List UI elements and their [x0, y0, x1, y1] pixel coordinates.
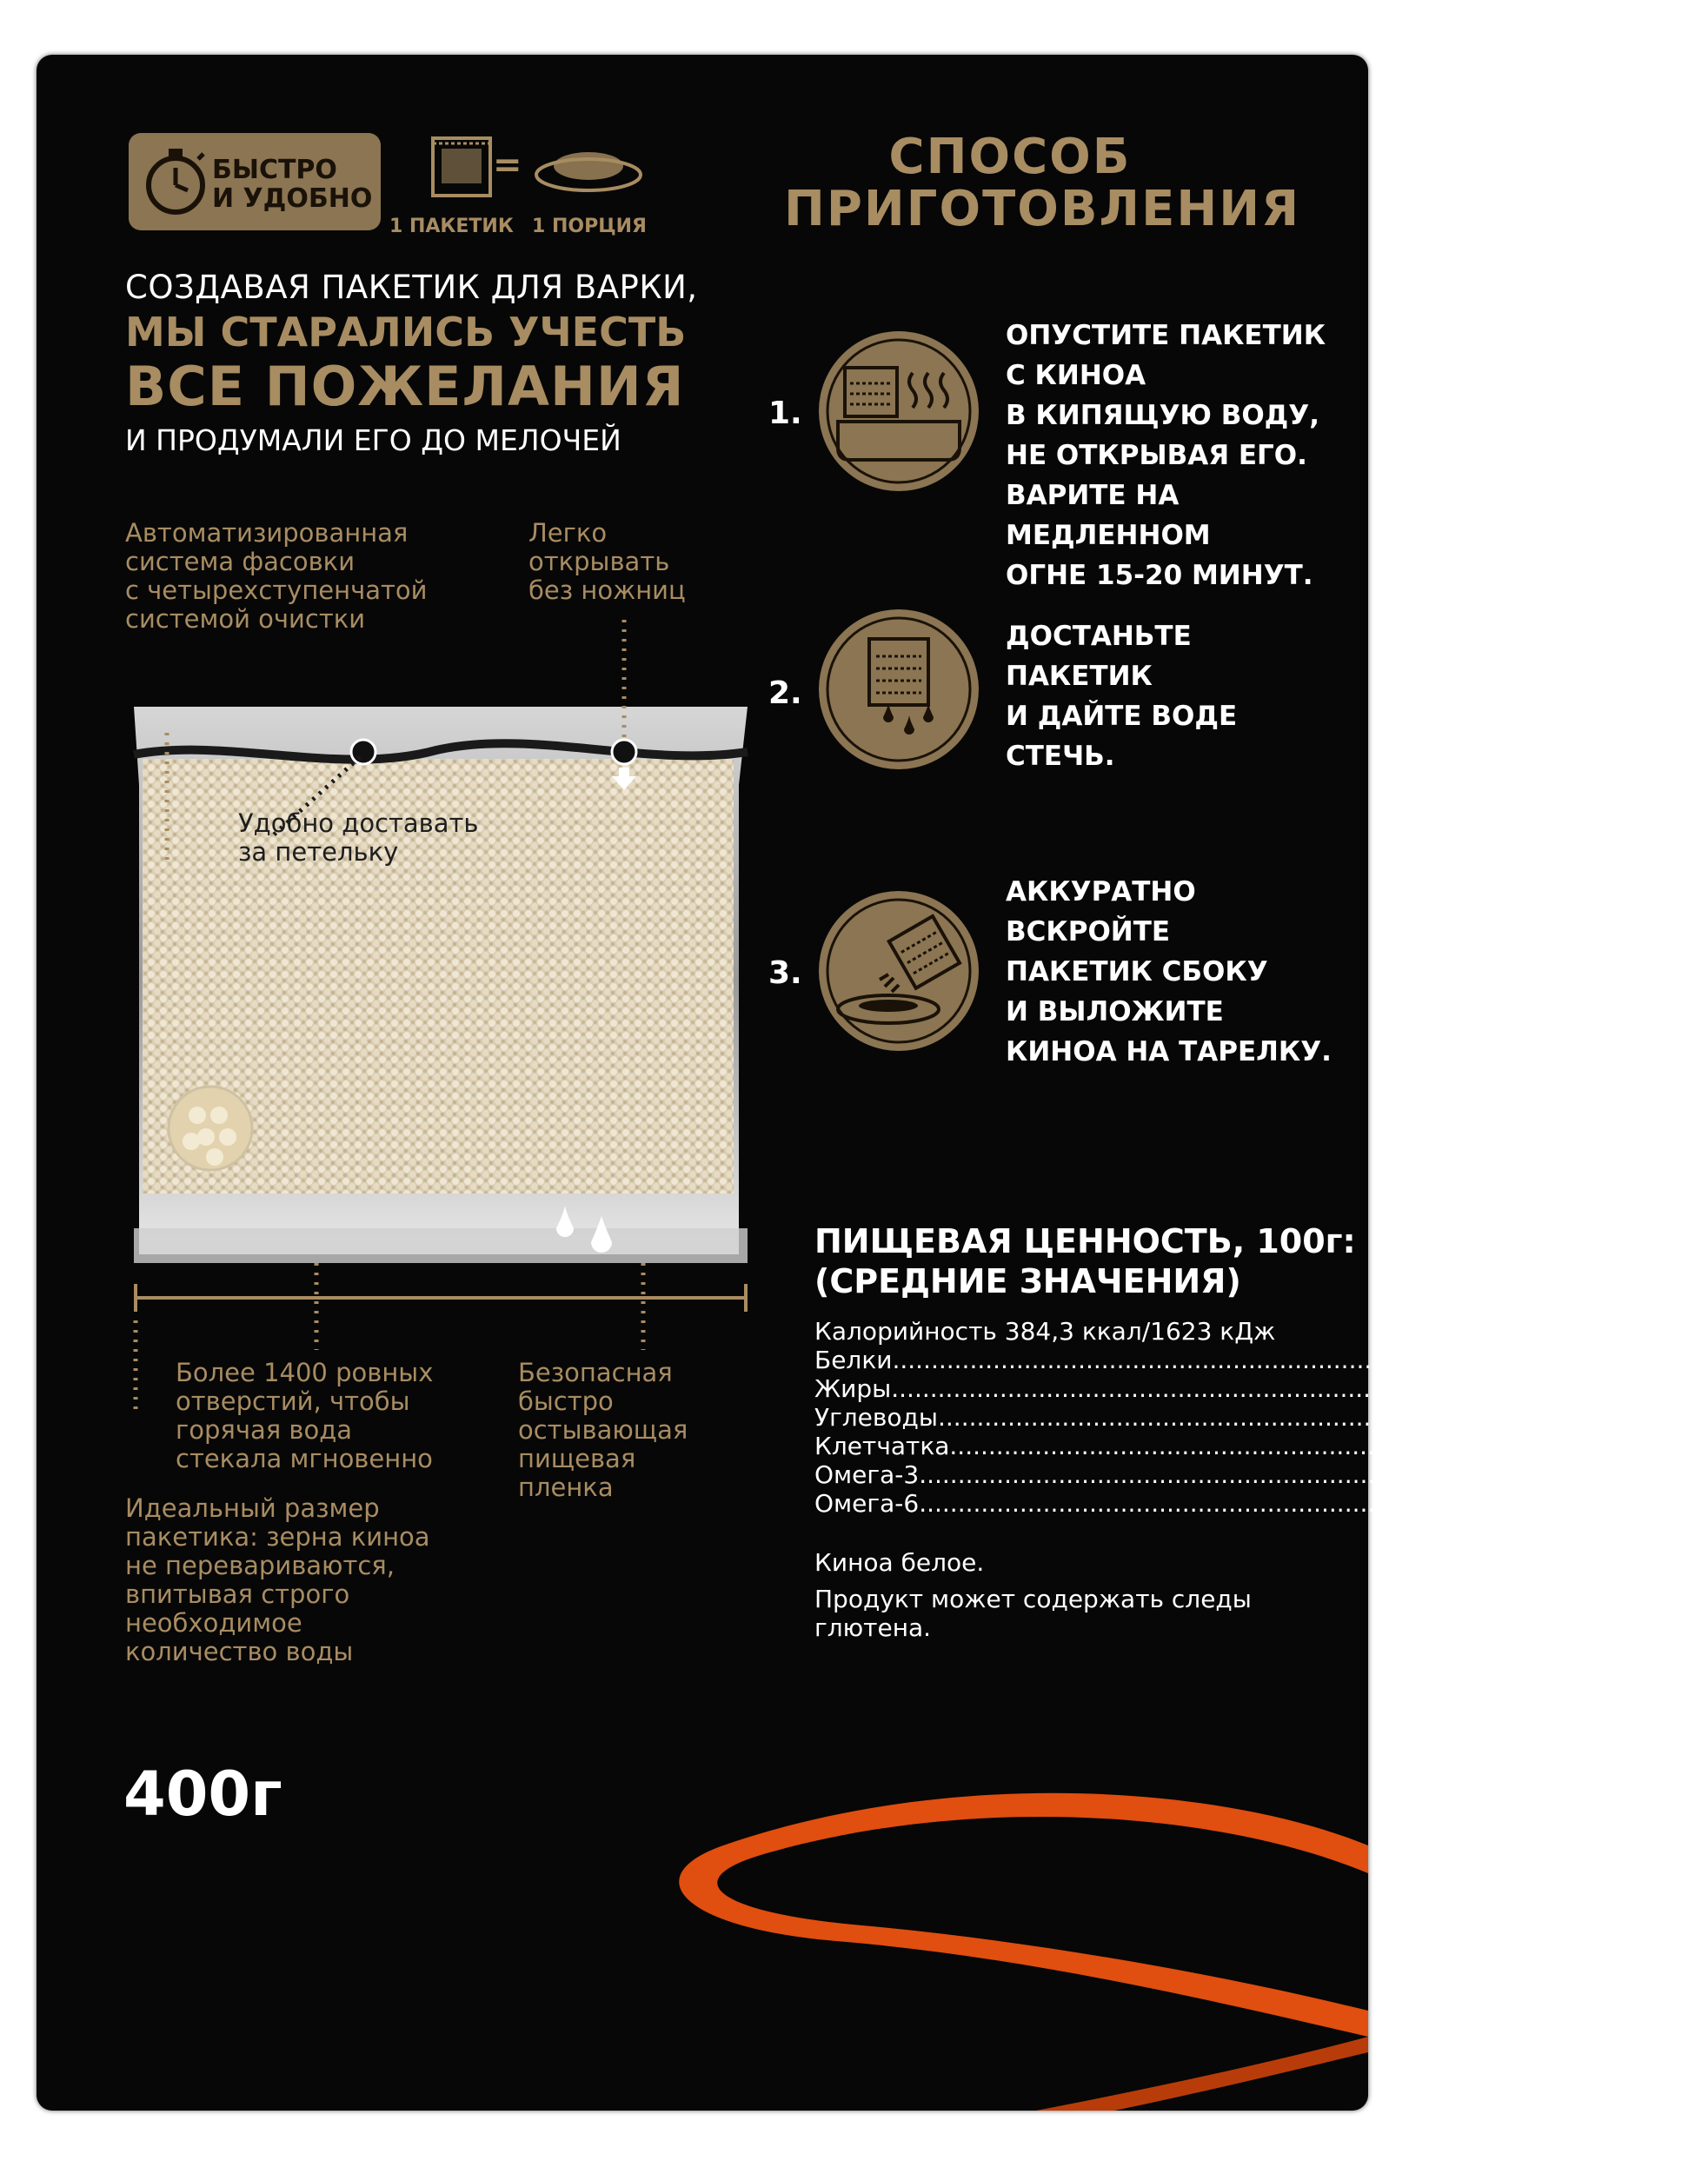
step-2-text: ДОСТАНЬТЕ ПАКЕТИК И ДАЙТЕ ВОДЕ СТЕЧЬ. — [1006, 621, 1238, 772]
step-3-icon — [819, 891, 979, 1051]
nutrition-row: Клетчатка .......................................................................................... 3,5 г — [814, 1432, 1698, 1460]
annotation-holes: Более 1400 ровных отверстий, чтобы горячая вода стекала мгновенно — [176, 1358, 434, 1473]
badge-line-2: И УДОБНО — [212, 183, 373, 214]
annotation-film: Безопасная быстро остывающая пищевая пленка — [518, 1358, 688, 1502]
nutrition-row: Белки .......................................................................................... 14,9 г — [814, 1346, 1656, 1374]
annotation-easy-open: Легко открывать без ножниц — [528, 518, 686, 605]
dot-leader: .......................................................................................... — [938, 1403, 1635, 1432]
dot-leader: .......................................................................................... — [949, 1432, 1646, 1460]
headline-line-2: МЫ СТАРАЛИСЬ УЧЕСТЬ — [125, 309, 687, 356]
step-1-text: ОПУСТИТЕ ПАКЕТИК С КИНОА В КИПЯЩУЮ ВОДУ, НЕ ОТКРЫВАЯ ЕГО. ВАРИТЕ НА МЕДЛЕННОМ ОГНЕ 15-20 МИНУТ. — [1006, 320, 1326, 591]
badge-text — [212, 156, 372, 213]
nutrition-row: Жиры .......................................................................................... 6,9 г — [814, 1374, 1639, 1403]
annotation-automated: Автоматизированная система фасовки с четырехступенчатой системой очистки — [125, 518, 428, 634]
packet-label: 1 ПАКЕТИК — [389, 216, 514, 237]
draining-packet-icon — [819, 609, 979, 769]
serving-plate-icon — [819, 891, 979, 1051]
nutrition-title: ПИЩЕВАЯ ЦЕННОСТЬ, 100г: (СРЕДНИЕ ЗНАЧЕНИЯ) — [814, 1222, 1356, 1300]
annotation-loop: Удобно доставать за петельку — [238, 808, 479, 867]
calories-row: Калорийность 384,3 ккал/1623 кДж — [814, 1317, 1276, 1346]
step-1-number: 1. — [768, 396, 802, 431]
step-2-icon — [819, 609, 979, 769]
equals-sign: = — [493, 145, 522, 185]
plate-icon — [532, 142, 645, 194]
dot-leader: .......................................................................................... — [919, 1460, 1616, 1489]
portion-label: 1 ПОРЦИЯ — [532, 216, 647, 237]
annotation-size: Идеальный размер пакетика: зерна киноа не перевариваются, впитывая строго необходимое количество воды — [125, 1493, 430, 1666]
step-1-icon — [819, 331, 979, 491]
boiling-pot-icon — [819, 331, 979, 491]
headline-line-3: ВСЕ ПОЖЕЛАНИЯ — [125, 355, 685, 418]
headline-line-4: И ПРОДУМАЛИ ЕГО ДО МЕЛОЧЕЙ — [125, 423, 621, 457]
allergen-note: Продукт может содержать следы глютена. — [814, 1585, 1252, 1642]
nutrition-row: Углеводы .......................................................................................... 63,9 г — [814, 1403, 1702, 1432]
step-3-number: 3. — [768, 955, 802, 991]
product-type-note: Киноа белое. — [814, 1548, 985, 1577]
method-title: СПОСОБ ПРИГОТОВЛЕНИЯ — [784, 129, 1301, 237]
step-3-text: АККУРАТНО ВСКРОЙТЕ ПАКЕТИК СБОКУ И ВЫЛОЖИТЕ КИНОА НА ТАРЕЛКУ. — [1006, 876, 1332, 1067]
stopwatch-icon — [141, 145, 210, 218]
dot-leader: .......................................................................................... — [919, 1489, 1616, 1518]
nutrition-table — [814, 1346, 1708, 1518]
nutrition-row: Омега-3 .......................................................................................... 284 мг — [814, 1460, 1693, 1489]
dot-leader: .......................................................................................... — [891, 1374, 1588, 1403]
brand-swoosh — [662, 1776, 1368, 2111]
quinoa-packet-image — [123, 655, 758, 1289]
net-weight: 400г — [123, 1759, 282, 1830]
headline-line-1: СОЗДАВАЯ ПАКЕТИК ДЛЯ ВАРКИ, — [125, 269, 698, 306]
step-2-number: 2. — [768, 675, 802, 711]
nutrition-row: Омега-6 .......................................................................................... 2544 мг — [814, 1489, 1708, 1518]
badge-line-1: БЫСТРО — [212, 155, 337, 185]
dot-leader: .......................................................................................... — [892, 1346, 1589, 1374]
package-back-panel — [37, 55, 1708, 2111]
